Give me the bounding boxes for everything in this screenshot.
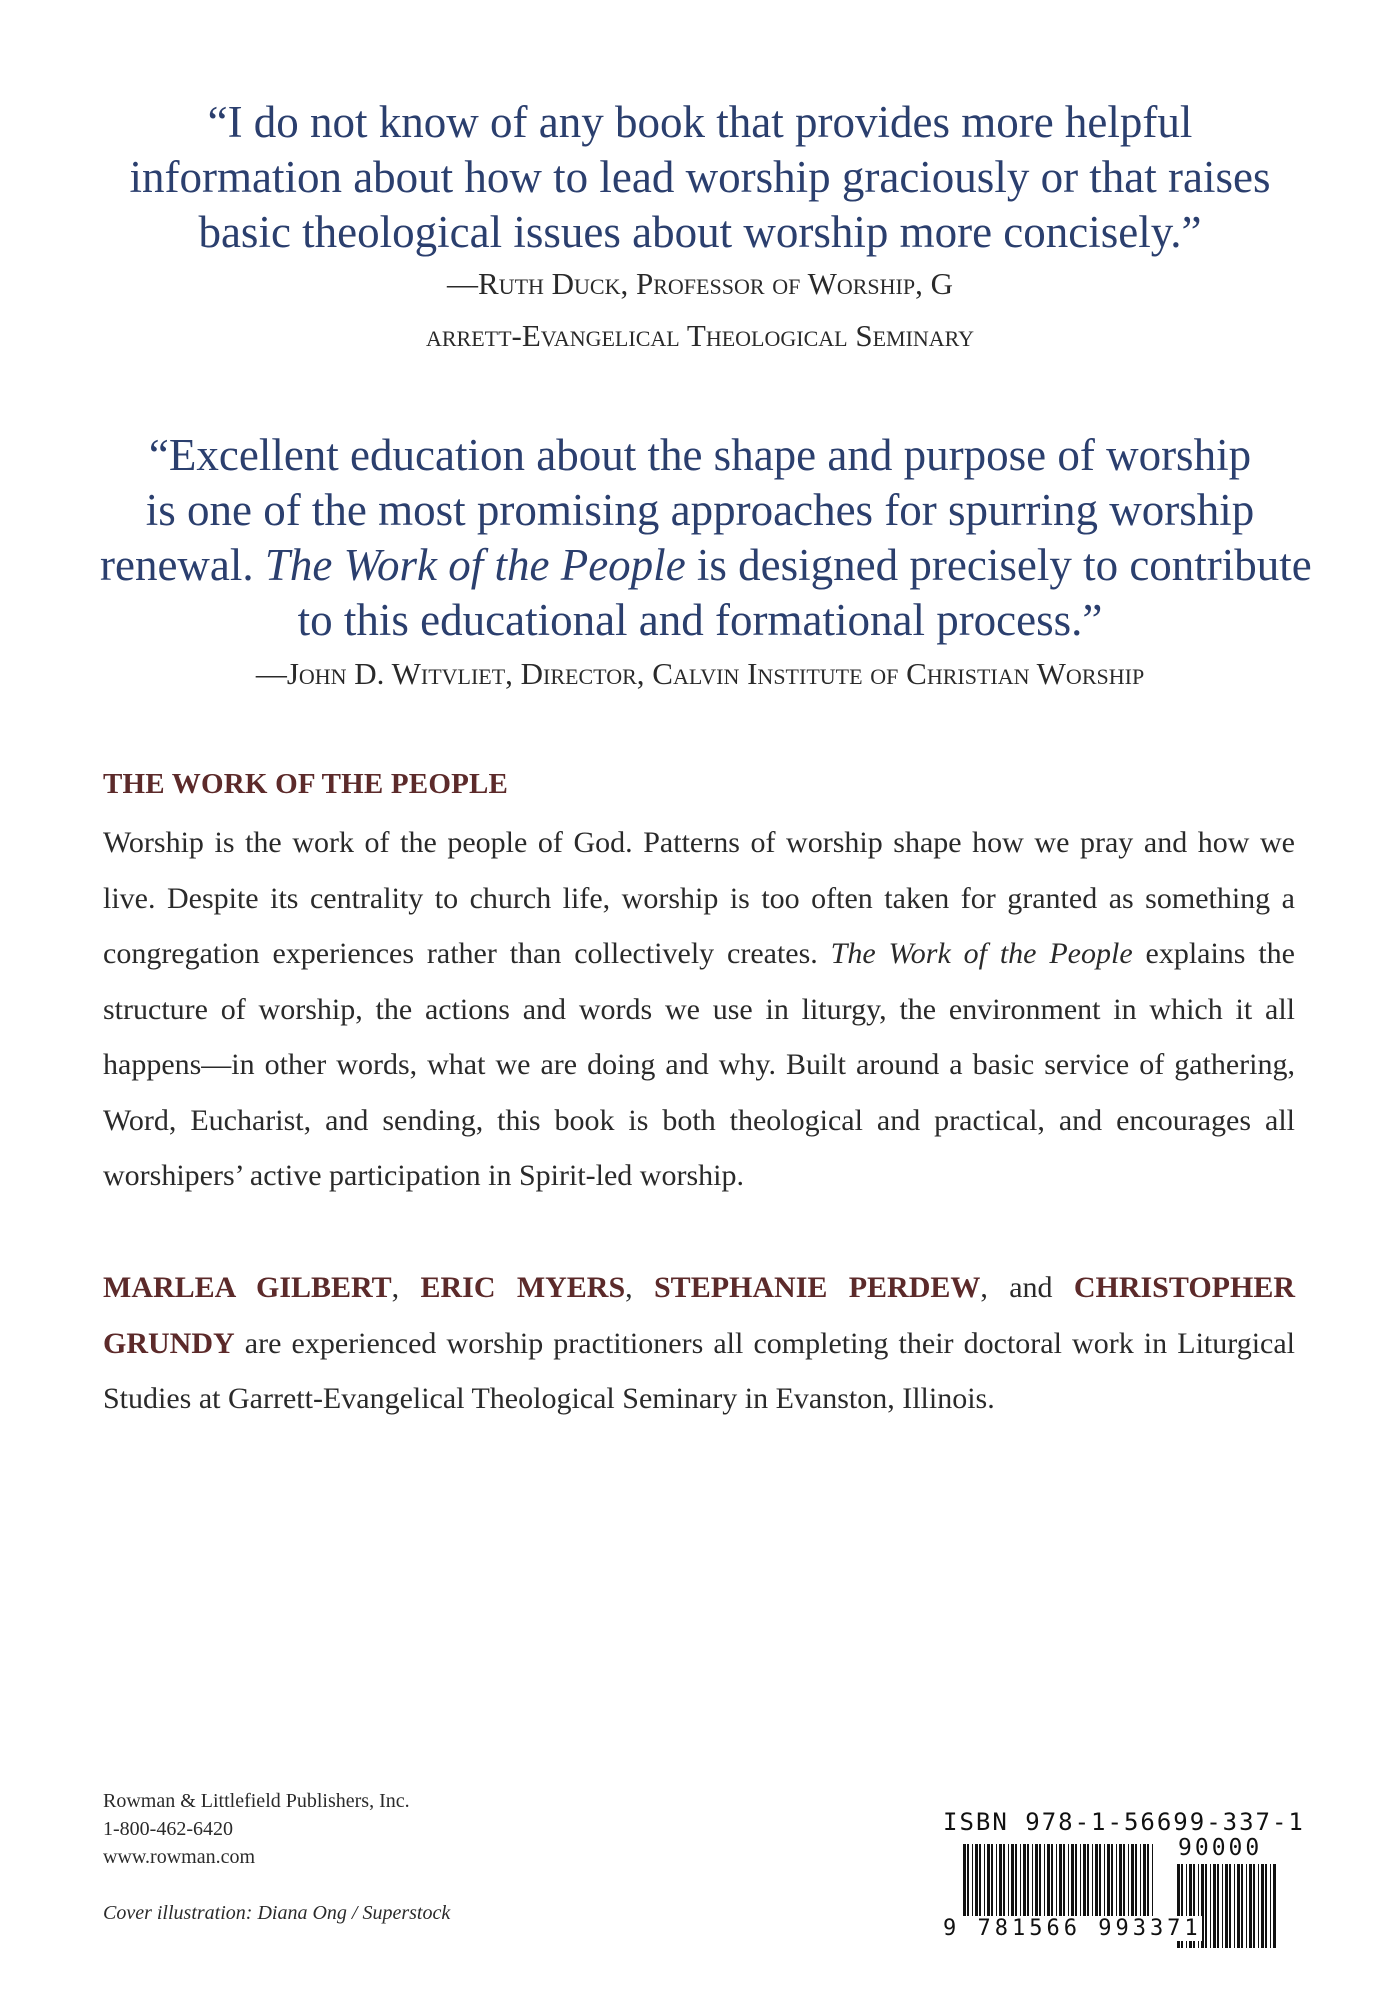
quote-1-line-2: information about how to lead worship graciously or that raises [129, 152, 1271, 202]
description-heading: THE WORK OF THE PEOPLE [103, 768, 509, 800]
main-barcode-bars [963, 1844, 1153, 1926]
quote-2-line-3-pre: renewal. [100, 540, 265, 590]
author-name-2: ERIC MYERS [420, 1271, 626, 1304]
price-code: 90000 [1178, 1835, 1263, 1861]
author-sep-3: , and [980, 1271, 1074, 1304]
author-name-4: CHRISTOPHER GRUNDY [103, 1271, 1296, 1360]
publisher-name: Rowman & Littlefield Publishers, Inc. [103, 1790, 410, 1812]
quote-2-line-3 [100, 538, 1312, 593]
publisher-info [103, 1787, 410, 1871]
author-bio-text: are experienced worship practitioners all completing their doctoral work in Liturgical Studies at Garrett-Evangelical Theological Seminary in Evanston, Illinois. [103, 1326, 1295, 1415]
author-sep-1: , [391, 1271, 421, 1304]
quote-2-line-1: “Excellent education about the shape and purpose of worship [148, 430, 1252, 480]
barcode-digits: 9 781566 993371 [943, 1916, 1202, 1941]
quote-2-line-2: is one of the most promising approaches for spurring worship [145, 485, 1255, 535]
quote-2-line-4: to this educational and formational process.” [297, 595, 1103, 645]
quote-2-attribution: —John D. Witvliet, Director, Calvin Institute of Christian Worship [255, 656, 1145, 691]
quote-2-line-3-post: is designed precisely to contribute [685, 540, 1312, 590]
description-text [103, 815, 1295, 1204]
quote-1-line-3: basic theological issues about worship more concisely.” [198, 207, 1202, 257]
publisher-url: www.rowman.com [103, 1846, 256, 1868]
quote-1-attribution-line-1: —Ruth Duck, Professor of Worship, G [447, 266, 953, 301]
isbn-barcode [943, 1808, 1305, 1948]
author-name-1: MARLEA GILBERT [103, 1271, 392, 1304]
isbn-number: ISBN 978-1-56699-337-1 [943, 1808, 1305, 1836]
description-part-2: explains the structure of worship, the actions and words we use in liturgy, the environment in which it all happens—in other words, what we are doing and why. Built around a basic service of gathering, Word, Eucharist, and sending, this book is both theological and practical, and encourages all worshipers’ active participation in Spirit-led worship. [103, 937, 1295, 1192]
description-part-1: Worship is the work of the people of God. Patterns of worship shape how we pray and how we live. Despite its centrality to church life, worship is too often taken for granted as something a congregation experiences rather than collectively creates. [103, 826, 1295, 970]
quote-2 [100, 428, 1312, 700]
quote-1-attribution-line-2: arrett-Evangelical Theological Seminary [425, 318, 975, 353]
quote-1-line-1: “I do not know of any book that provides more helpful [207, 97, 1193, 147]
quote-1 [100, 95, 1300, 362]
author-name-3: STEPHANIE PERDEW [654, 1271, 981, 1304]
quote-2-book-title: The Work of the People [264, 540, 686, 590]
authors-bio [103, 1260, 1295, 1427]
publisher-phone: 1-800-462-6420 [103, 1818, 233, 1840]
author-sep-2: , [625, 1271, 654, 1304]
cover-credit: Cover illustration: Diana Ong / Superstock [103, 1902, 451, 1924]
description-book-title: The Work of the People [830, 937, 1133, 970]
